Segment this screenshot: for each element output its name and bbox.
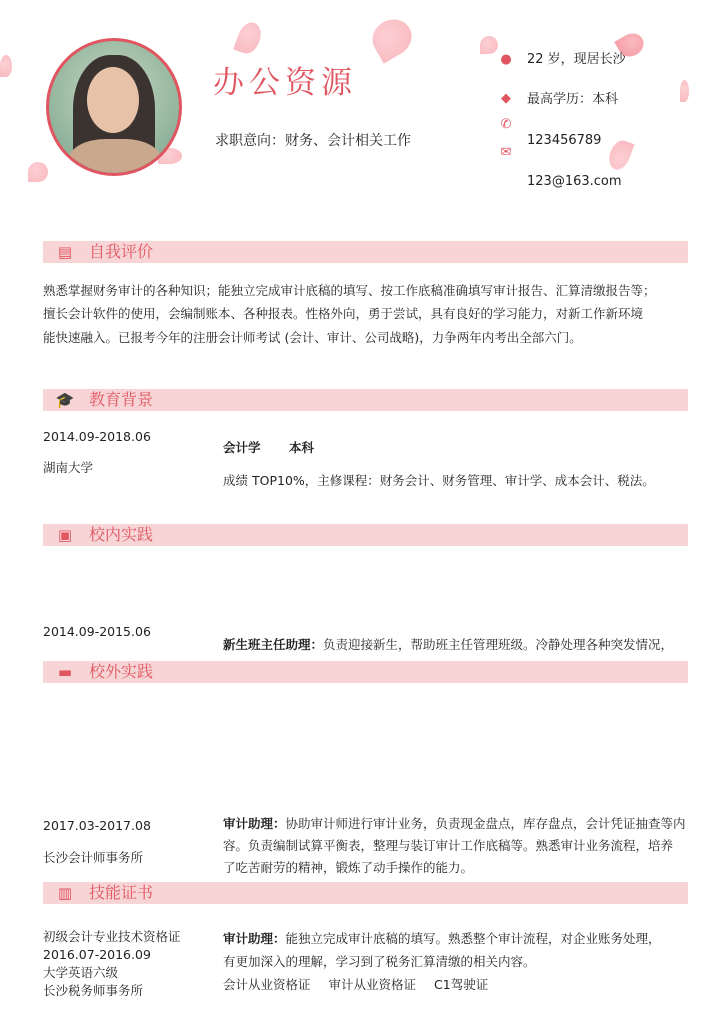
petal-decoration [28, 162, 48, 182]
education-date: 2014.09-2018.06 [43, 429, 151, 444]
skills-date: 2016.07-2016.09 [43, 947, 151, 962]
section-title: 技能证书 [89, 883, 154, 902]
offcampus-role: 审计助理： [223, 816, 286, 831]
book-icon: ▥ [57, 884, 73, 902]
certificate: C1驾驶证 [434, 977, 489, 992]
phone-number: 123456789 [527, 133, 602, 148]
section-title: 自我评价 [89, 242, 154, 261]
job-intent: 求职意向：财务、会计相关工作 [215, 133, 411, 149]
offcampus-date: 2017.03-2017.08 [43, 818, 151, 833]
briefcase-icon: ▣ [57, 526, 73, 544]
section-title: 教育背景 [89, 390, 154, 409]
offcampus-line: 容。负责编制试算平衡表，整理与装订审计工作底稿等。熟悉审计业务流程，培养 [223, 838, 674, 853]
graduation-cap-icon: 🎓 [55, 391, 75, 409]
folder-icon: ▬ [57, 663, 73, 681]
offcampus-line: 协助审计师进行审计业务，负责现金盘点，库存盘点，会计凭证抽查等内 [285, 816, 686, 831]
skills-role: 审计助理： [223, 931, 286, 946]
section-title: 校内实践 [89, 525, 154, 544]
section-offcampus-practice [43, 661, 688, 683]
offcampus-org: 长沙会计师事务所 [43, 850, 144, 865]
education-level: 最高学历：本科 [527, 92, 619, 107]
campus-role: 新生班主任助理： [223, 637, 324, 652]
major: 会计学 [223, 440, 261, 455]
campus-detail: 负责迎接新生，帮助班主任管理班级。冷静处理各种突发情况， [323, 637, 674, 652]
skills-line: 能独立完成审计底稿的填写。熟悉整个审计流程，对企业账务处理， [285, 931, 661, 946]
education-detail: 成绩 TOP10%，主修课程：财务会计、财务管理、审计学、成本会计、税法。 [223, 473, 655, 488]
self-evaluation-line: 能快速融入。已报考今年的注册会计师考试 (会计、审计、公司战略)，力争两年内考出全部六门。 [43, 330, 582, 345]
skills-line: 有更加深入的理解，学习到了税务汇算清缴的相关内容。 [223, 954, 536, 969]
self-evaluation-line: 熟悉掌握财务审计的各种知识；能独立完成审计底稿的填写、按工作底稿准确填写审计报告、汇算清缴报告等； [43, 283, 656, 298]
petal-decoration [480, 36, 498, 54]
petal-decoration [0, 55, 12, 77]
petal-decoration [233, 19, 265, 57]
petal-decoration [605, 137, 634, 172]
skills-org: 长沙税务师事务所 [43, 983, 144, 998]
campus-date: 2014.09-2015.06 [43, 624, 151, 639]
section-self-evaluation [43, 241, 688, 263]
document-icon: ▤ [57, 243, 73, 261]
school-name: 湖南大学 [43, 460, 94, 475]
person-icon: ● [500, 52, 512, 67]
self-evaluation-line: 擅长会计软件的使用，会编制账本、各种报表。性格外向，勇于尝试，具有良好的学习能力，对新工作新环境 [43, 306, 644, 321]
graduation-cap-icon: ◆ [501, 91, 511, 106]
section-title: 校外实践 [89, 662, 154, 681]
petal-decoration [680, 80, 689, 102]
candidate-name: 办公资源 [213, 65, 357, 101]
certificate: 大学英语六级 [43, 965, 119, 980]
section-skills [43, 882, 688, 904]
phone-icon: ✆ [500, 117, 512, 132]
flower-decoration [366, 12, 419, 63]
mail-icon: ✉ [500, 145, 512, 160]
certificate: 初级会计专业技术资格证 [43, 929, 181, 944]
age-location: 22 岁，现居长沙 [527, 52, 626, 67]
certificate-list [223, 977, 506, 992]
offcampus-line: 了吃苦耐劳的精神，锻炼了动手操作的能力。 [223, 860, 474, 875]
certificate: 审计从业资格证 [328, 977, 417, 992]
avatar [46, 38, 182, 176]
degree: 本科 [289, 440, 315, 455]
section-education [43, 389, 688, 411]
email: 123@163.com [527, 174, 622, 189]
certificate: 会计从业资格证 [223, 977, 311, 992]
section-campus-practice [43, 524, 688, 546]
